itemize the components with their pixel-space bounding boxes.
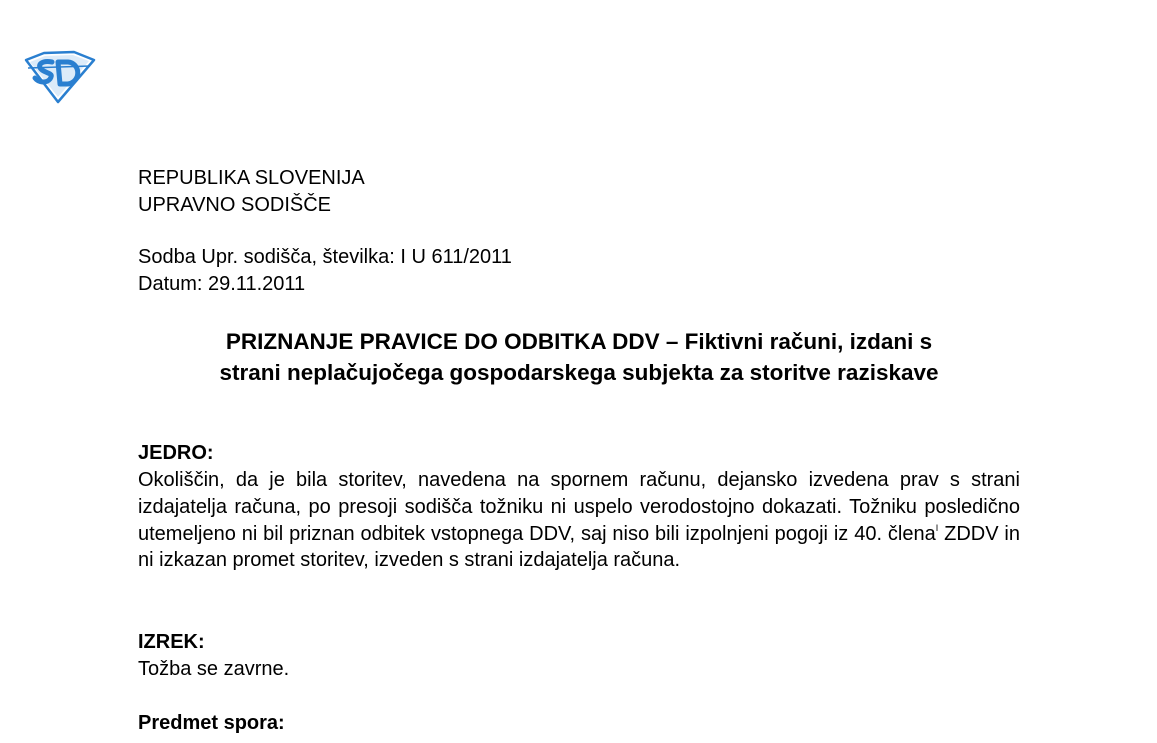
country-name: REPUBLIKA SLOVENIJA xyxy=(138,167,365,189)
footnote-marker: I xyxy=(935,522,939,533)
court-shield-logo xyxy=(22,48,96,104)
jedro-text-part-1: Okoliščin, da je bila storitev, navedena na spornem računu, dejansko izvedena prav s strani izdajatelja računa, po presoji sodišča tožniku ni uspelo verodostojno dokazati. Tožniku posledično utemeljeno ni bil priznan odbitek vstopnega DDV, saj niso bili izpolnjeni pogoji iz 40. člena xyxy=(138,469,1020,545)
izrek-heading: IZREK: xyxy=(138,631,205,653)
court-name: UPRAVNO SODIŠČE xyxy=(138,194,331,216)
jedro-text-part-2: ZDDV in ni izkazan promet storitev, izveden s strani izdajatelja računa. xyxy=(138,522,1021,572)
document-title-line-2: strani neplačujočega gospodarskega subjekta za storitve raziskave xyxy=(219,360,939,385)
case-number: Sodba Upr. sodišča, številka: I U 611/2011 xyxy=(138,246,512,268)
document-title-line-1: PRIZNANJE PRAVICE DO ODBITKA DDV – Fiktivni računi, izdani s xyxy=(225,329,933,354)
case-date: Datum: 29.11.2011 xyxy=(138,273,306,295)
predmet-spora-heading: Predmet spora: xyxy=(138,712,285,734)
jedro-paragraph xyxy=(138,467,1020,574)
jedro-heading: JEDRO: xyxy=(138,442,214,464)
izrek-text: Tožba se zavrne. xyxy=(138,658,290,680)
